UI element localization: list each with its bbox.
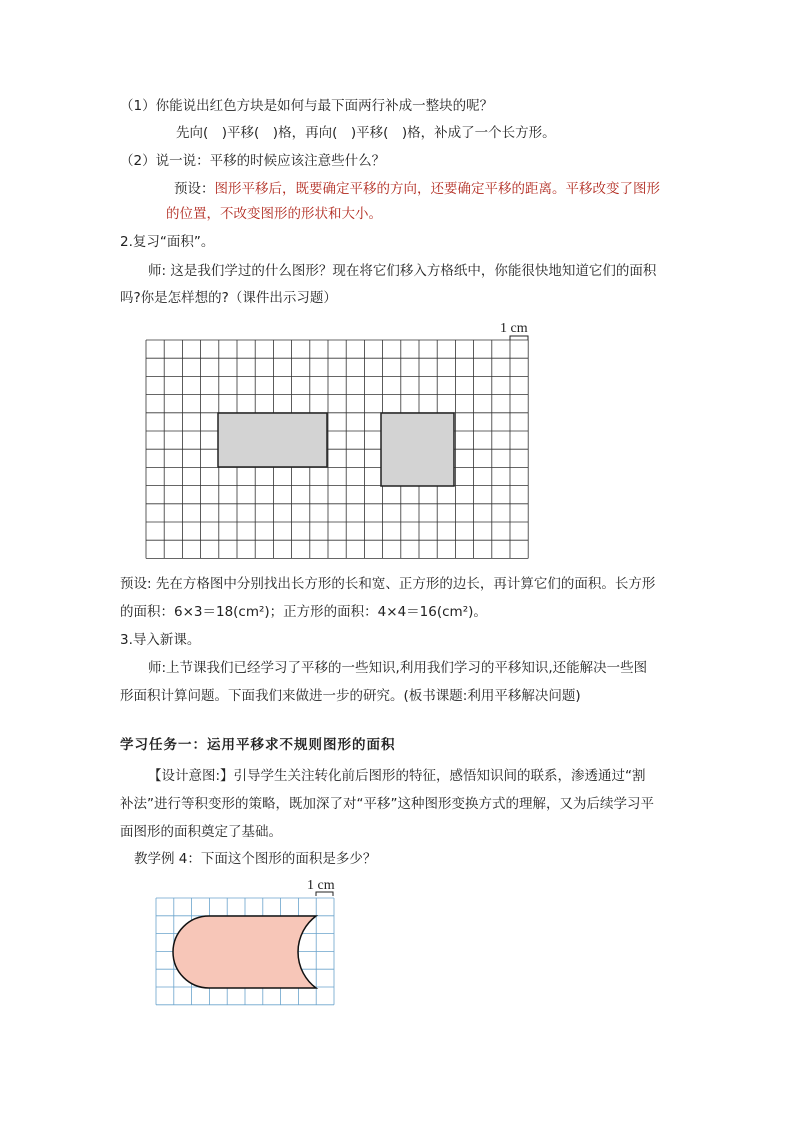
grid2-unit-label: 1 cm — [307, 878, 335, 893]
teacher-question-line2: 吗?你是怎样想的?（课件出示习题） — [120, 290, 337, 306]
teacher-question-line1: 师: 这是我们学过的什么图形？现在将它们移入方格纸中，你能很快地知道它们的面积 — [148, 263, 657, 279]
grid1-unit-label: 1 cm — [500, 321, 528, 336]
design-line3: 面图形的面积奠定了基础。 — [120, 824, 282, 840]
review-title: 2.复习“面积”。 — [120, 234, 215, 250]
question-2: （2）说一说：平移的时候应该注意些什么？ — [120, 153, 386, 169]
preset2-line1: 预设: 先在方格图中分别找出长方形的长和宽、正方形的边长，再计算它们的面积。长方形 — [120, 576, 656, 592]
design-line2: 补法”进行等积变形的策略，既加深了对“平移”这种图形变换方式的理解，又为后续学习平 — [120, 796, 654, 812]
irregular-shape — [173, 916, 316, 988]
preset-text: 图形平移后，既要确定平移的方向，还要确定平移的距离。平移改变了图形 — [214, 181, 660, 197]
preset-label: 预设： — [174, 181, 215, 197]
example-4: 教学例 4：下面这个图形的面积是多少？ — [134, 851, 377, 867]
intro-title: 3.导入新课。 — [120, 632, 201, 648]
question-1-answer: 先向( )平移( )格，再向( )平移( )格，补成了一个长方形。 — [176, 125, 556, 141]
question-1: （1）你能说出红色方块是如何与最下面两行补成一整块的呢？ — [120, 98, 494, 114]
intro-line1: 师:上节课我们已经学习了平移的一些知识,利用我们学习的平移知识,还能解决一些图 — [148, 660, 648, 676]
design-line1: 【设计意图:】引导学生关注转化前后图形的特征，感悟知识间的联系，渗透通过“割 — [148, 768, 646, 784]
preset2-line2: 的面积：6×3＝18(cm²)；正方形的面积：4×4＝16(cm²)。 — [120, 604, 487, 620]
question-2-preset-line2: 的位置，不改变图形的形状和大小。 — [166, 206, 382, 222]
task-title: 学习任务一：运用平移求不规则图形的面积 — [120, 737, 396, 753]
intro-line2: 形面积计算问题。下面我们来做进一步的研究。(板书课题:利用平移解决问题) — [120, 688, 581, 704]
